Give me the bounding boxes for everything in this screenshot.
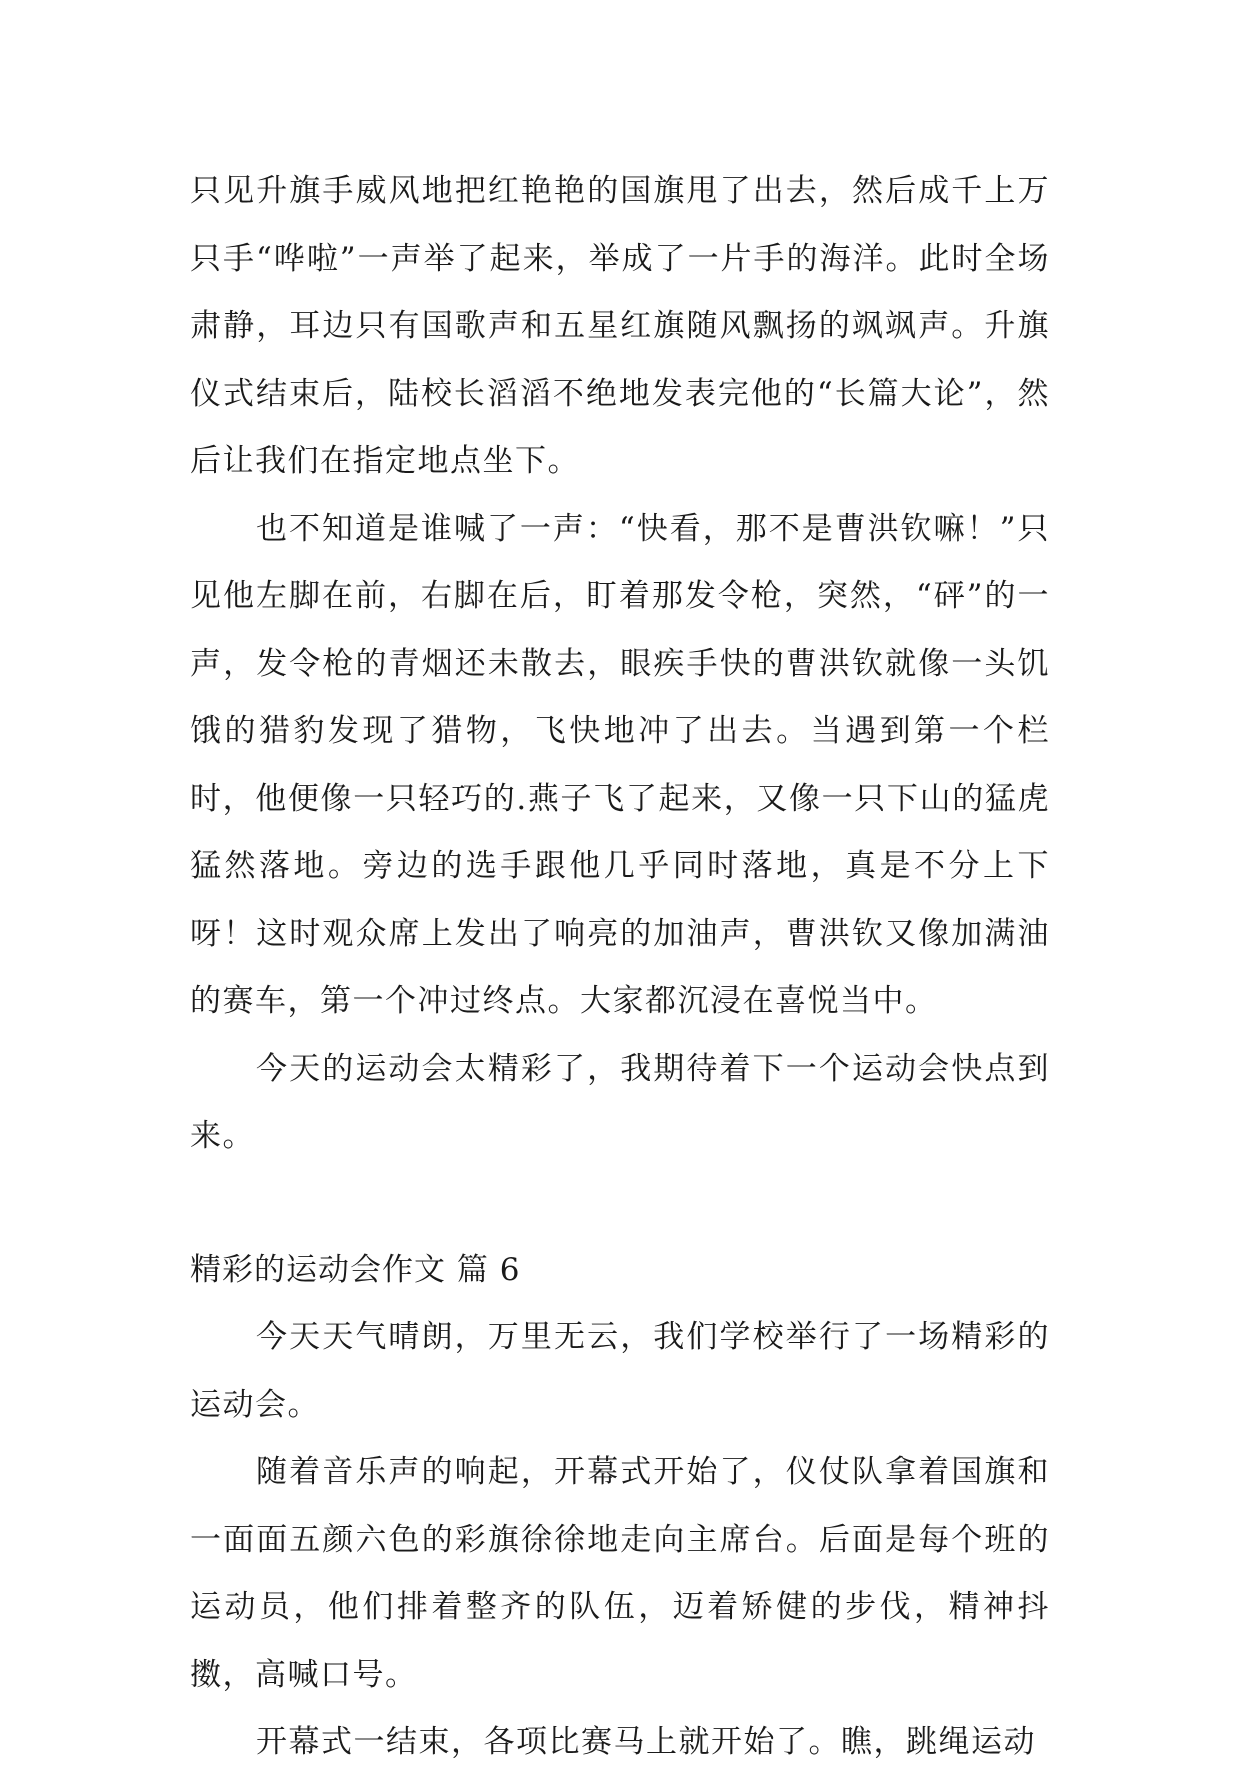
paragraph-hurdle-race: 也不知道是谁喊了一声：“快看，那不是曹洪钦嘛！”只见他左脚在前，右脚在后，盯着那发令枪，突然，“砰”的一声，发令枪的青烟还未散去，眼疾手快的曹洪钦就像一头饥饿的猎豹发现了猎物，飞快地冲了出去。当遇到第一个栏时，他便像一只轻巧的.燕子飞了起来，又像一只下山的猛虎猛然落地。旁边的选手跟他几乎同时落地，真是不分上下呀！这时观众席上发出了响亮的加油声，曹洪钦又像加满油的赛车，第一个冲过终点。大家都沉浸在喜悦当中。 [190,510,1050,1019]
paragraph-conclusion: 今天的运动会太精彩了，我期待着下一个运动会快点到来。 [190,1050,1050,1154]
paragraph-weather: 今天天气晴朗，万里无云，我们学校举行了一场精彩的运动会。 [190,1319,1050,1423]
document-page [190,158,1050,1777]
section-gap [190,1171,1050,1237]
paragraph-flag-raising: 只见升旗手威风地把红艳艳的国旗甩了出去，然后成千上万只手“哗啦”一声举了起来，举成了一片手的海洋。此时全场肃静，耳边只有国歌声和五星红旗随风飘扬的飒飒声。升旗仪式结束后，陆校长滔滔不绝地发表完他的“长篇大论”，然后让我们在指定地点坐下。 [190,173,1050,479]
paragraph-competitions-start: 开幕式一结束，各项比赛马上就开始了。瞧，跳绳运动 [256,1724,1036,1760]
paragraph-opening-ceremony: 随着音乐声的响起，开幕式开始了，仪仗队拿着国旗和一面面五颜六色的彩旗徐徐地走向主席台。后面是每个班的运动员，他们排着整齐的队伍，迈着矫健的步伐，精神抖擞，高喊口号。 [190,1454,1050,1693]
article-heading: 精彩的运动会作文 篇 6 [190,1251,521,1288]
